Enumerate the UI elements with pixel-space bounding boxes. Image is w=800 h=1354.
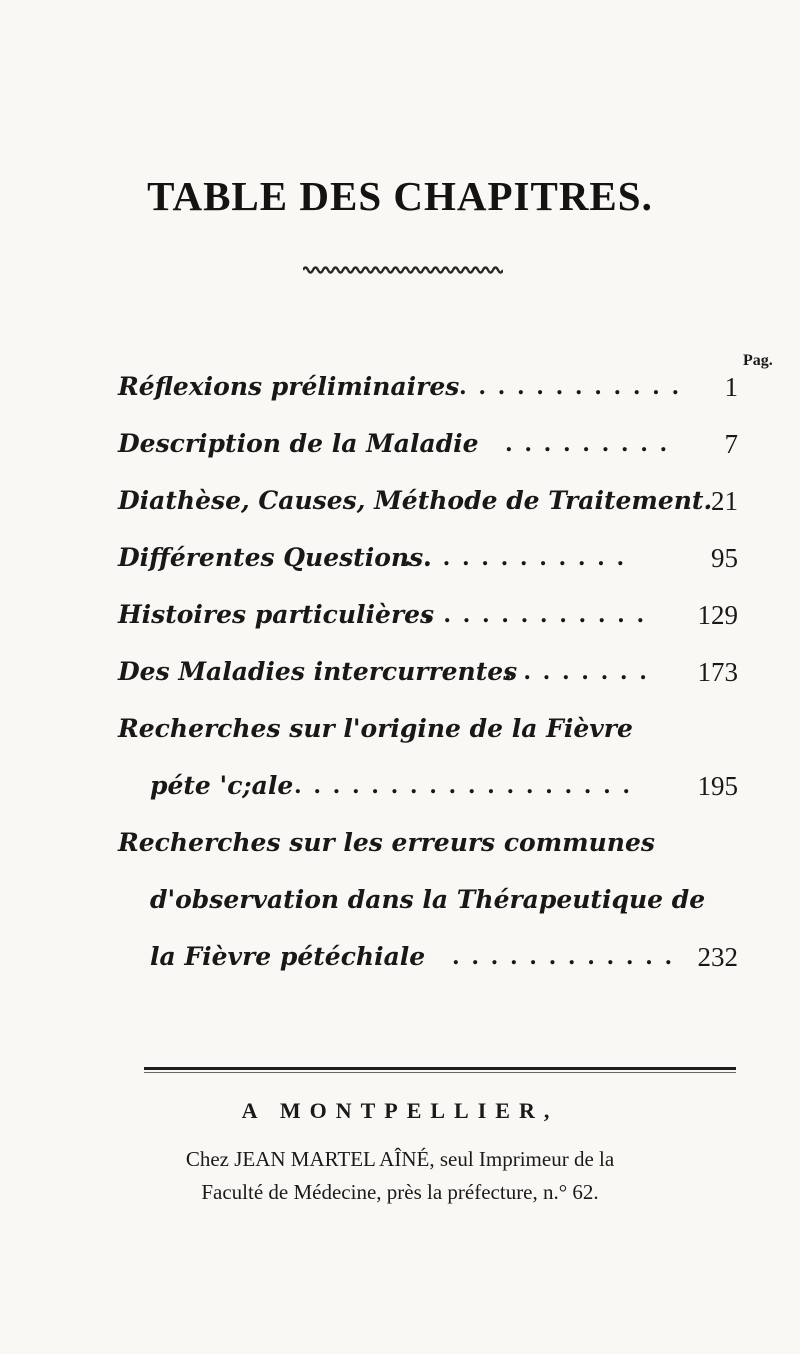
footer-rule-thin bbox=[144, 1072, 736, 1073]
toc-entry-page: 95 bbox=[711, 543, 738, 573]
toc-entry-title-continuation: péte 'c;ale bbox=[150, 771, 294, 800]
imprint-printer: Chez JEAN MARTEL AÎNÉ, seul Imprimeur de la bbox=[185, 1147, 615, 1171]
toc-entry-title: Diathèse, Causes, Méthode de Traitement. bbox=[118, 486, 713, 515]
toc-entry-title: Description de la Maladie bbox=[118, 429, 479, 458]
toc-entry-title-continuation: la Fièvre pétéchiale bbox=[150, 942, 426, 971]
toc-entry-page: 21 bbox=[711, 486, 738, 516]
leader-dots: . . . . . . . . . . . . bbox=[424, 602, 647, 628]
leader-dots: . . . . . . . . bbox=[504, 659, 649, 685]
leader-dots: . . . . . . . . . . . . bbox=[459, 374, 682, 400]
toc-entry-page: 7 bbox=[724, 429, 738, 459]
toc-entry-title: Histoires particulières bbox=[118, 600, 435, 629]
toc-entry-title: Recherches sur l'origine de la Fièvre bbox=[118, 714, 633, 743]
footer-rule bbox=[144, 1067, 736, 1070]
toc-entry-title: Des Maladies intercurrentes bbox=[118, 657, 518, 686]
toc-entry-page: 232 bbox=[697, 942, 738, 972]
imprint-address: Faculté de Médecine, près la préfecture, n.° 62. bbox=[201, 1180, 599, 1204]
toc-entry-page: 129 bbox=[697, 600, 738, 630]
leader-dots: . . . . . . . . . . . . bbox=[452, 944, 675, 970]
toc-entry-title: Réflexions préliminaires bbox=[118, 372, 460, 401]
toc-entry-title: Recherches sur les erreurs communes bbox=[118, 828, 655, 857]
page-column-header: Pag. bbox=[743, 352, 773, 369]
imprint-city: A MONTPELLIER, bbox=[241, 1098, 559, 1123]
leader-dots: . . . . . . . . . . . . . . . . . . bbox=[294, 773, 633, 799]
toc-entry-title-continuation: d'observation dans la Thérapeutique de bbox=[150, 885, 706, 914]
page-title: TABLE DES CHAPITRES. bbox=[147, 173, 653, 219]
toc-entry-page: 1 bbox=[724, 372, 738, 402]
toc-entry-page: 173 bbox=[697, 657, 738, 687]
wavy-ornament-divider bbox=[303, 264, 503, 276]
toc-entry-title: Différentes Questions. bbox=[118, 543, 432, 572]
toc-entry-page: 195 bbox=[697, 771, 738, 801]
leader-dots: . . . . . . . . . bbox=[505, 431, 670, 457]
leader-dots: . . . . . . . . . . . . bbox=[404, 545, 627, 571]
